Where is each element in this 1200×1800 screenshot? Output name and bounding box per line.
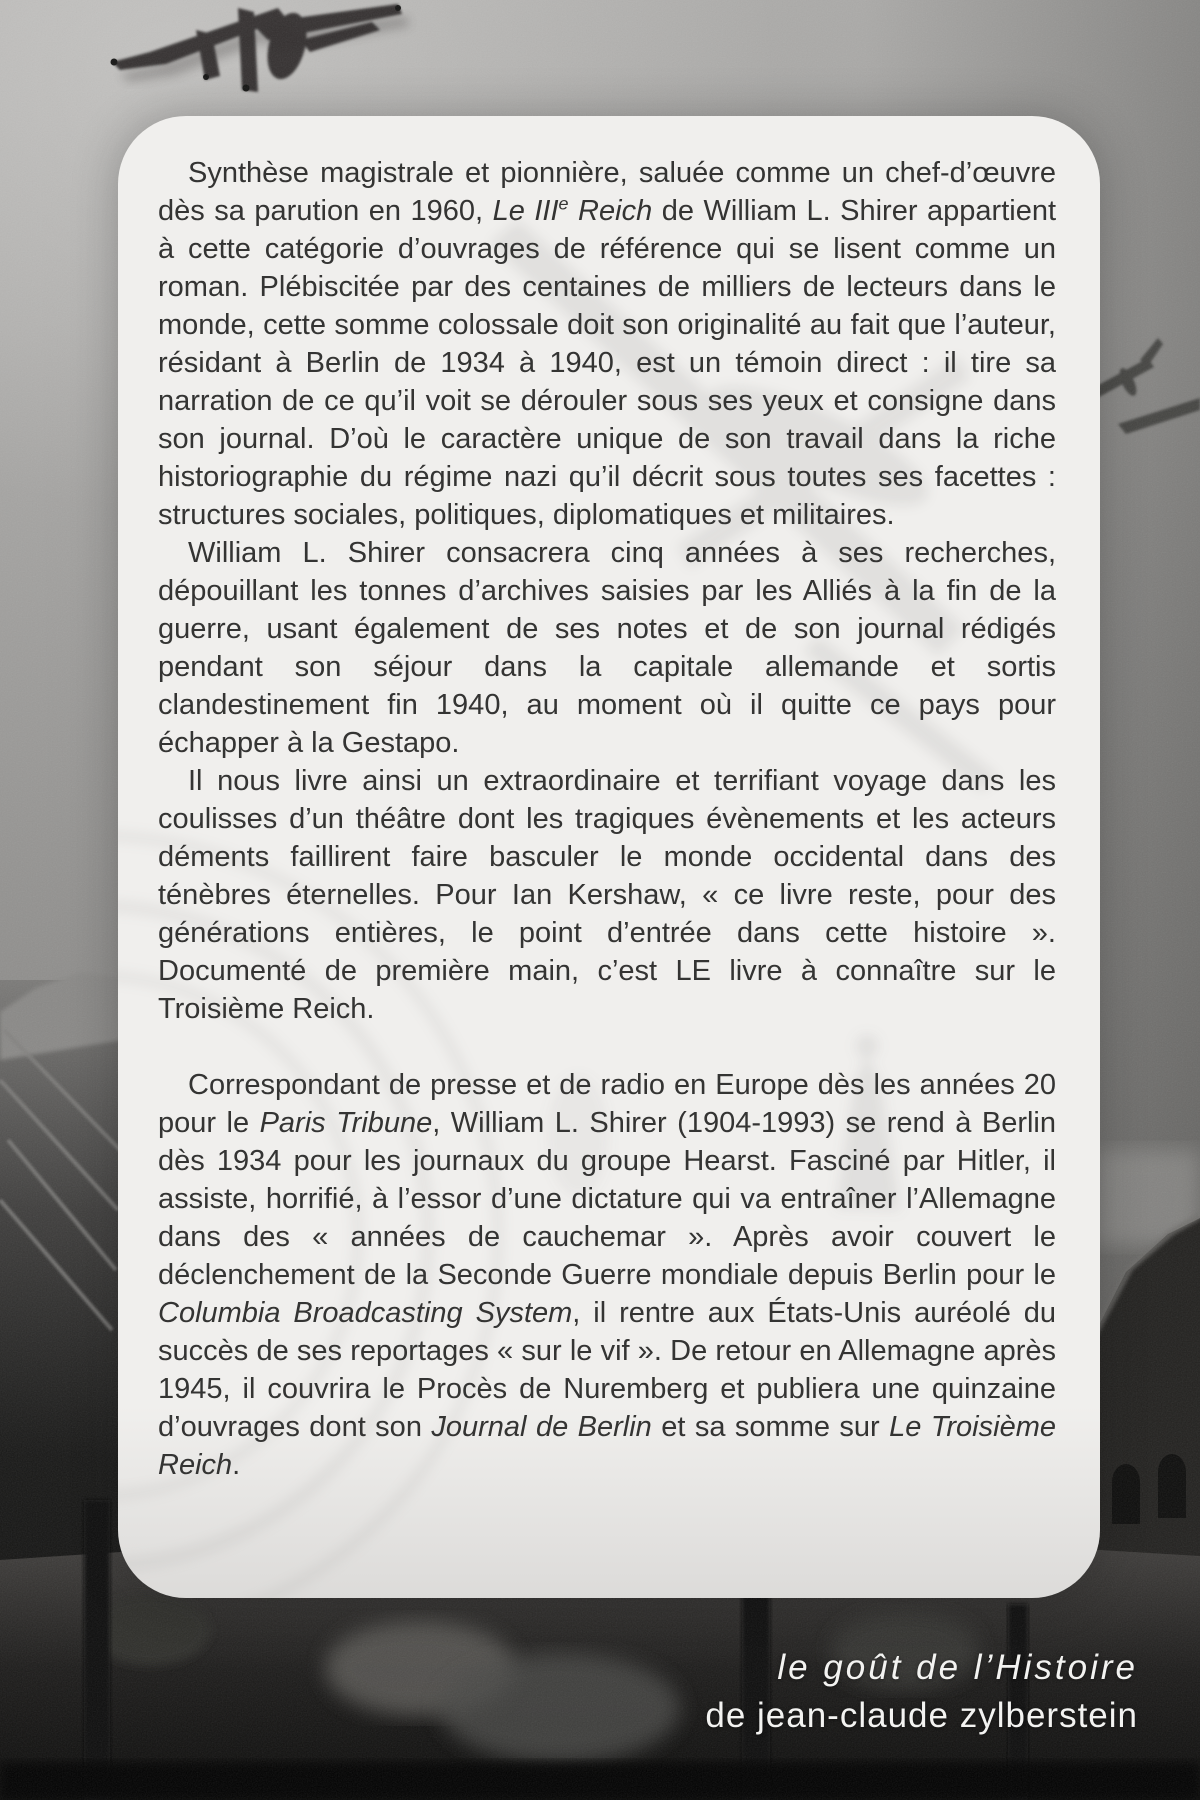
paragraph: Synthèse magistrale et pionnière, saluée comme un chef-d’œuvre dès sa parution en 1960, Le IIIe Reich de William L. Shirer appartient à cette catégorie d’ouvrages de référence qui se lisent comme un roman. Plébiscitée par des centaines de milliers de lecteurs dans le monde, cette somme colossale doit son originalité au fait que l’auteur, résidant à Berlin de 1934 à 1940, est un témoin direct : il tire sa narration de ce qu’il voit se dérouler sous ses yeux et consigne dans son journal. D’où le caractère unique de son travail dans la riche historiographie du régime nazi qu’il décrit sous toutes ses facettes : structures sociales, politiques, diplomatiques et militaires. (158, 157, 1057, 531)
collection-editor: de jean-claude zylberstein (705, 1696, 1138, 1735)
text-panel (118, 116, 1100, 1598)
collection-title: le goût de l’Histoire (777, 1648, 1138, 1687)
paragraph: William L. Shirer consacrera cinq années à ses recherches, dépouillant les tonnes d’archives saisies par les Alliés à la fin de la guerre, usant également de ses notes et de son journal rédigés pendant son séjour dans la capitale allemande et sortis clandestinement fin 1940, au moment où il quitte ce pays pour échapper à la Gestapo. (158, 537, 1056, 759)
paragraph: Il nous livre ainsi un extraordinaire et terrifiant voyage dans les coulisses d’un théâtre dont les tragiques évènements et les acteurs déments faillirent faire basculer le monde occidental dans des ténèbres éternelles. Pour Ian Kershaw, « ce livre reste, pour des générations entières, le point d’entrée dans cette histoire ». Documenté de première main, c’est LE livre à connaître sur le Troisième Reich. (158, 765, 1056, 1025)
paragraph: Correspondant de presse et de radio en Europe dès les années 20 pour le Paris Tribune, William L. Shirer (1904-1993) se rend à Berlin dès 1934 pour les journaux du groupe Hearst. Fasciné par Hitler, il assiste, horrifié, à l’essor d’une dictature qui va entraîner l’Allemagne dans des « années de cauchemar ». Après avoir couvert le déclenchement de la Seconde Guerre mondiale depuis Berlin pour le Columbia Broadcasting System, il rentre aux États-Unis auréolé du succès de ses reportages « sur le vif ». De retour en Allemagne après 1945, il couvrira le Procès de Nuremberg et publiera une quinzaine d’ouvrages dont son Journal de Berlin et sa somme sur Le Troisième Reich. (158, 1069, 1056, 1481)
panel-text (118, 116, 1100, 1484)
collection-footer (705, 1644, 1138, 1740)
